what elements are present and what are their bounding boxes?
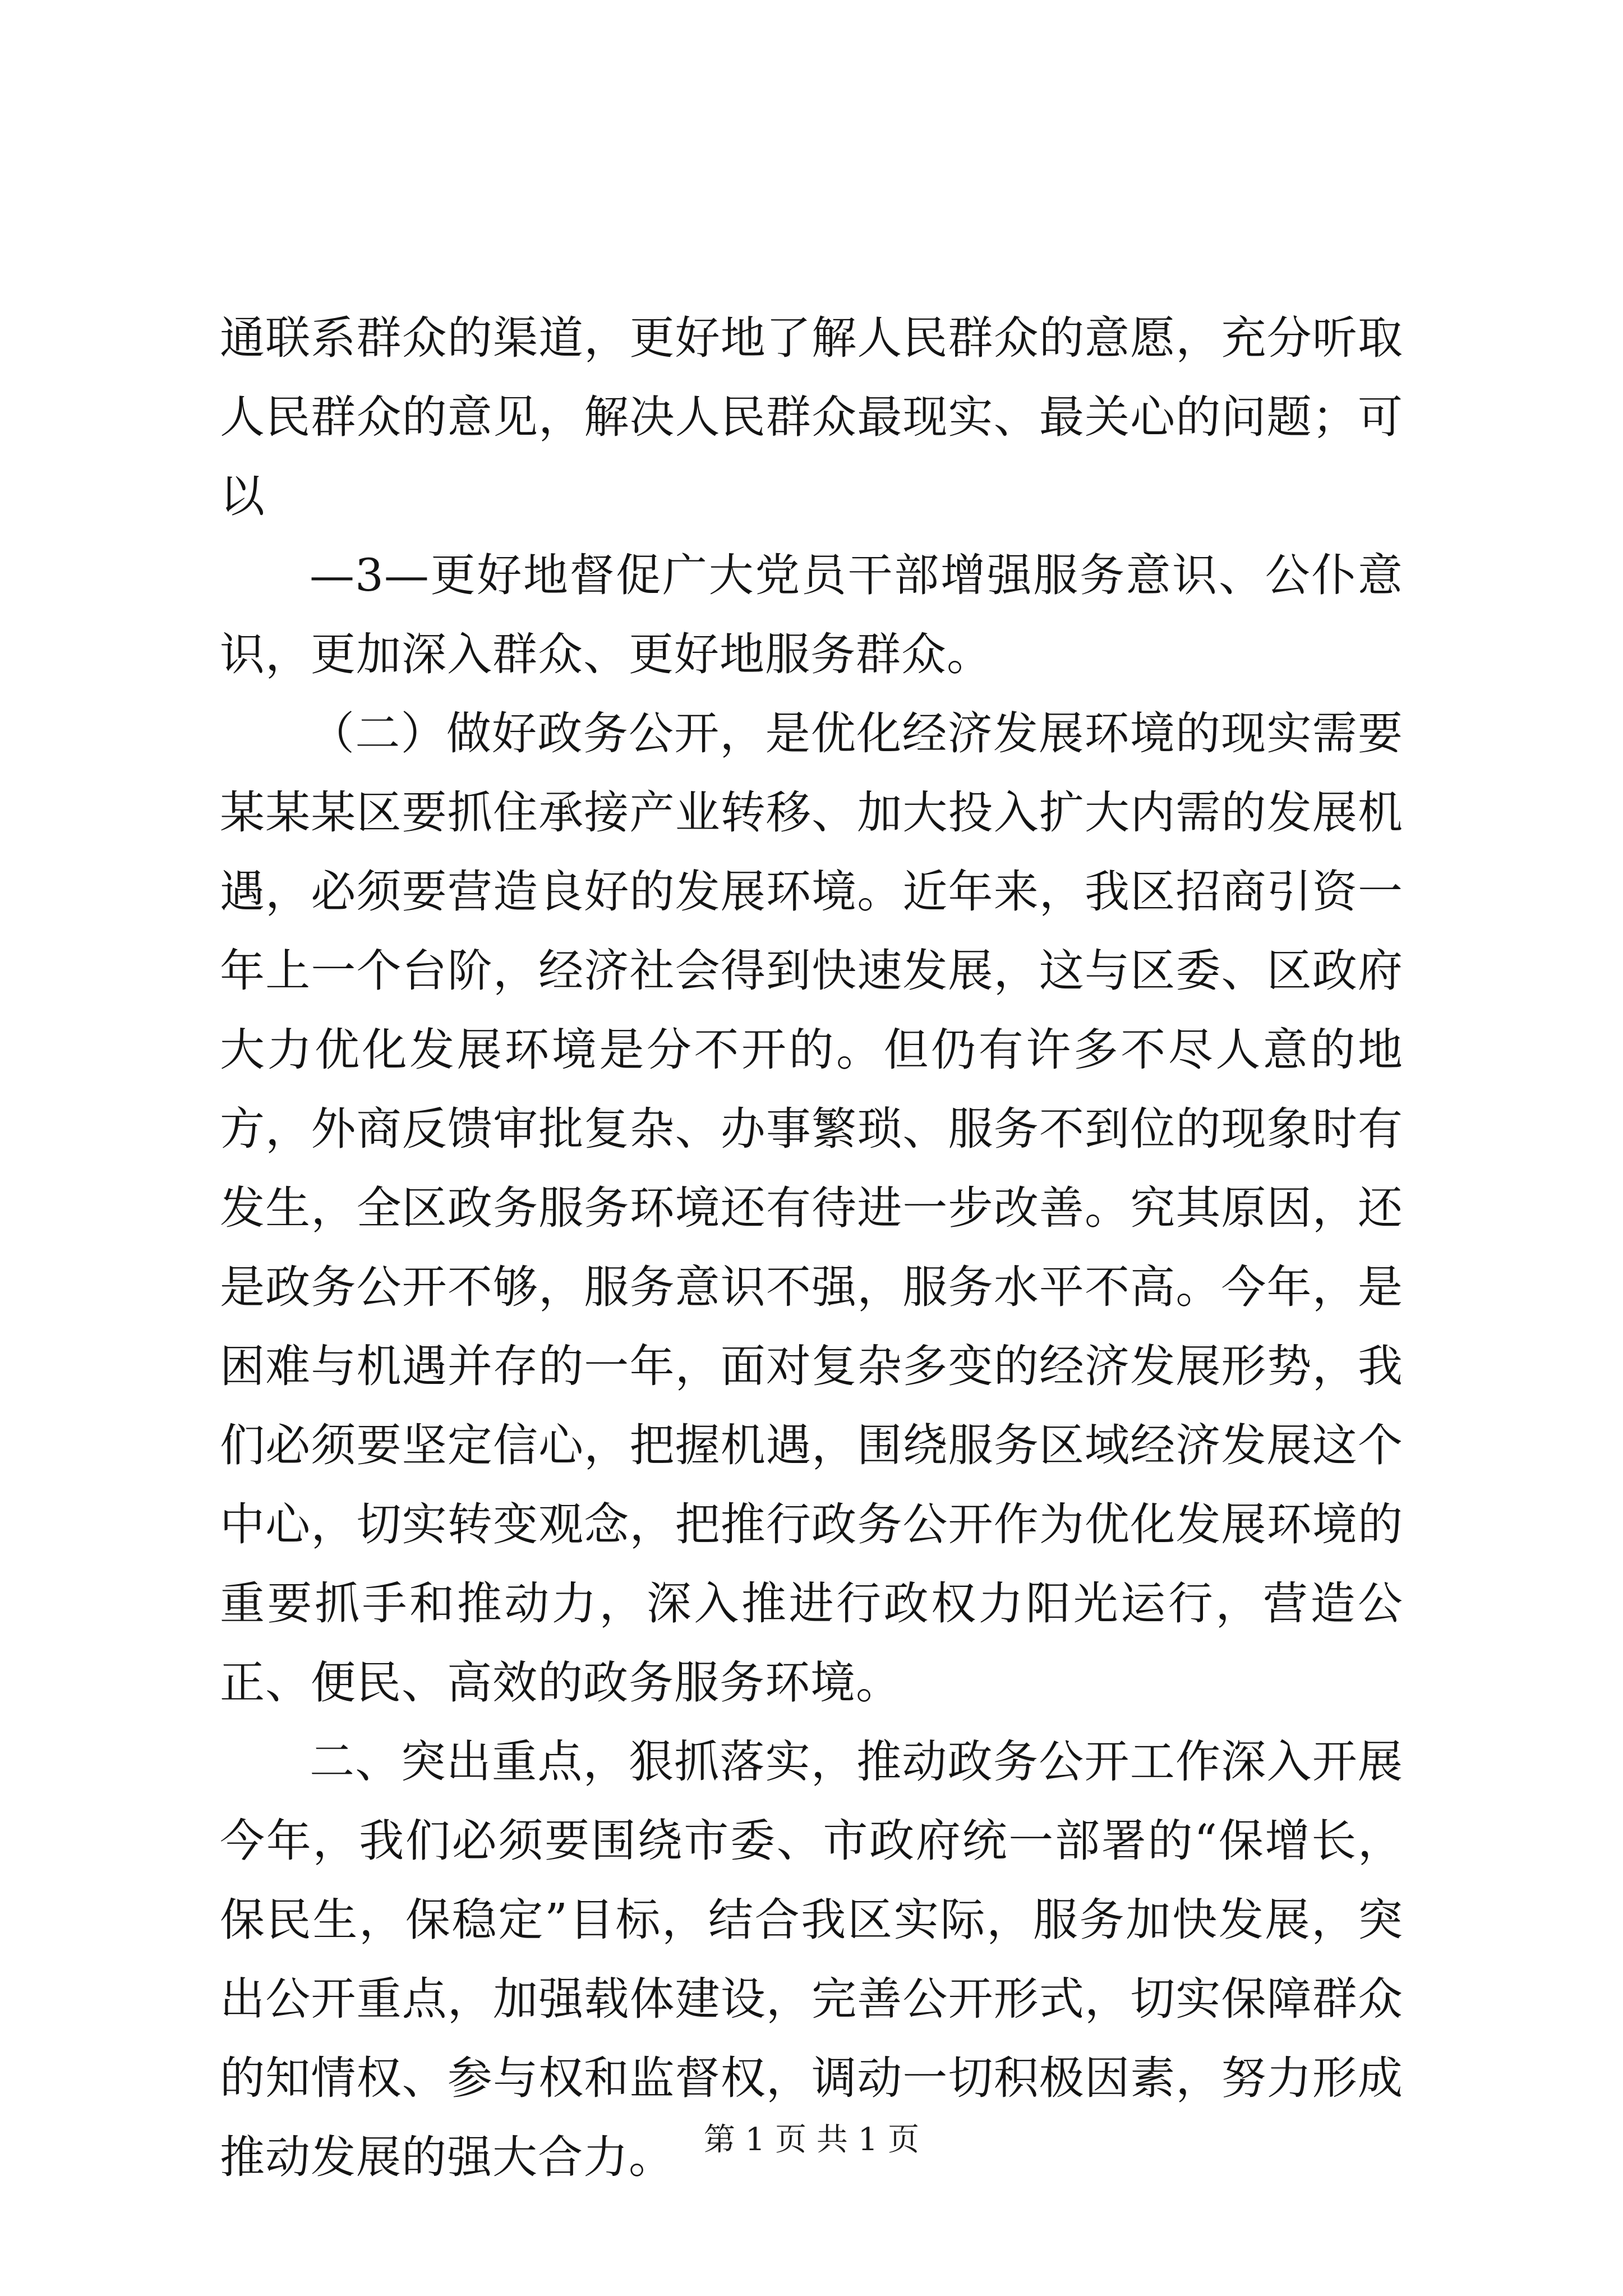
page-footer: 第 1 页 共 1 页: [703, 2122, 920, 2158]
paragraph-key-points: 二、突出重点，狠抓落实，推动政务公开工作深入开展今年，我们必须要围绕市委、市政府统一部署的“保增长，保民生，保稳定”目标，结合我区实际，服务加快发展，突出公开重点，加强载体建设，完善公开形式，切实保障群众的知情权、参与权和监督权，调动一切积极因素，努力形成推动发展的强大合力。: [220, 1736, 1403, 2183]
document-body: [220, 298, 1403, 2197]
paragraph-continuation: 通联系群众的渠道，更好地了解人民群众的意愿，充分听取人民群众的意见，解决人民群众最现实、最关心的问题；可以: [220, 312, 1403, 522]
paragraph-section-two: （二）做好政务公开，是优化经济发展环境的现实需要某某某区要抓住承接产业转移、加大投入扩大内需的发展机遇，必须要营造良好的发展环境。近年来，我区招商引资一年上一个台阶，经济社会得到快速发展，这与区委、区政府大力优化发展环境是分不开的。但仍有许多不尽人意的地方，外商反馈审批复杂、办事繁琐、服务不到位的现象时有发生，全区政务服务环境还有待进一步改善。究其原因，还是政务公开不够，服务意识不强，服务水平不高。今年，是困难与机遇并存的一年，面对复杂多变的经济发展形势，我们必须要坚定信心，把握机遇，围绕服务区域经济发展这个中心，切实转变观念，把推行政务公开作为优化发展环境的重要抓手和推动力，深入推进行政权力阳光运行，营造公正、便民、高效的政务服务环境。: [220, 707, 1403, 1709]
paragraph-service-awareness: —3—更好地督促广大党员干部增强服务意识、公仆意识，更加深入群众、更好地服务群众。: [220, 549, 1403, 680]
